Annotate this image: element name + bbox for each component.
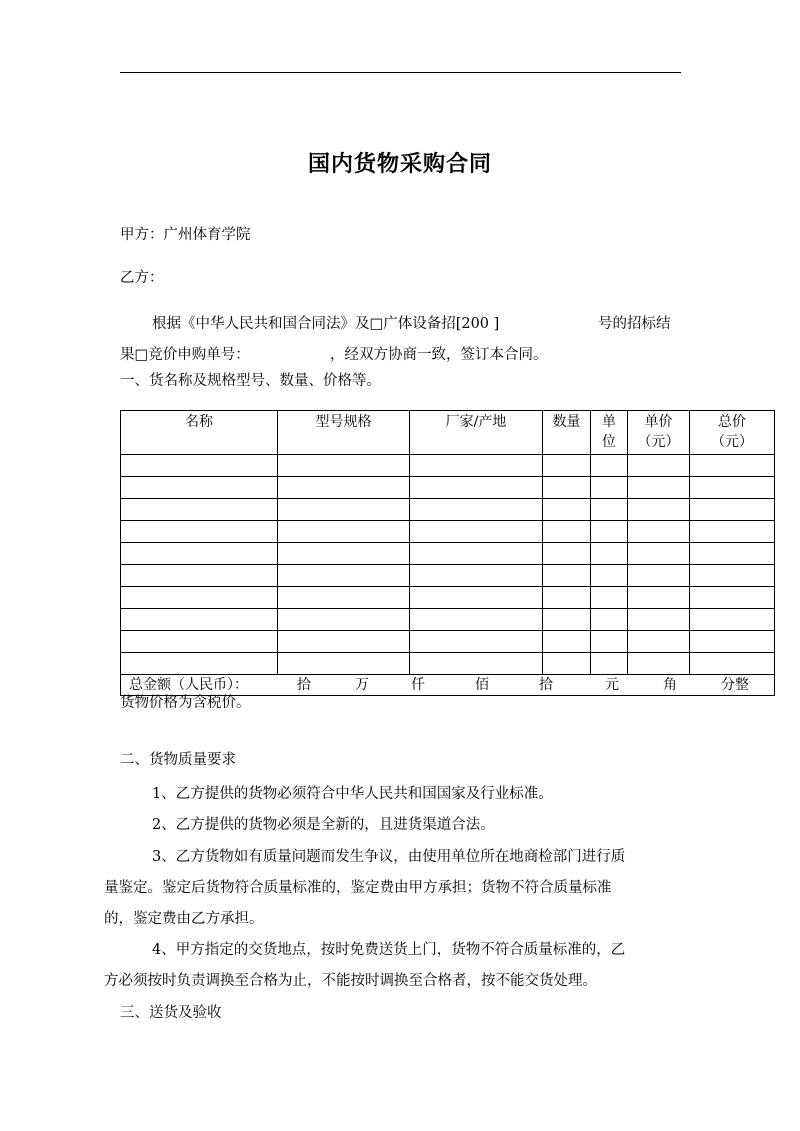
intro-line2-b: ，经双方协商一致，签订本合同。 — [330, 347, 548, 363]
table-cell — [690, 521, 775, 543]
table-cell — [543, 477, 591, 499]
total-jiao: 角 — [663, 677, 677, 693]
party-a: 甲方：广州体育学院 — [120, 227, 251, 243]
table-cell — [628, 499, 690, 521]
table-cell — [121, 455, 278, 477]
table-cell — [121, 653, 278, 675]
total-label: 总金额（人民币）： — [129, 677, 248, 693]
table-row — [121, 609, 775, 631]
col-header-maker: 厂家/产地 — [410, 411, 543, 455]
table-cell — [278, 609, 410, 631]
col-header-qty: 数量 — [543, 411, 591, 455]
section1-heading: 一、货名称及规格型号、数量、价格等。 — [120, 373, 381, 389]
quality-item-1: 1、乙方提供的货物必须符合中华人民共和国国家及行业标准。 — [152, 786, 553, 802]
table-row — [121, 499, 775, 521]
table-cell — [410, 631, 543, 653]
table-row — [121, 521, 775, 543]
table-cell — [121, 631, 278, 653]
table-cell — [543, 587, 591, 609]
table-cell — [543, 609, 591, 631]
table-cell — [121, 609, 278, 631]
col-header-unit — [591, 411, 628, 455]
quality-item-3-line3: 的，鉴定费由乙方承担。 — [104, 911, 264, 927]
table-cell — [278, 521, 410, 543]
table-cell — [690, 653, 775, 675]
table-cell — [628, 631, 690, 653]
table-cell — [628, 587, 690, 609]
table-cell — [121, 499, 278, 521]
table-cell — [628, 477, 690, 499]
col-header-name: 名称 — [121, 411, 278, 455]
total-bai: 佰 — [475, 677, 489, 693]
table-cell — [690, 587, 775, 609]
table-cell — [591, 455, 628, 477]
header-rule — [120, 72, 681, 73]
table-cell — [628, 521, 690, 543]
total-yuan: 元 — [605, 677, 619, 693]
total-qian: 仟 — [411, 677, 425, 693]
table-cell — [278, 587, 410, 609]
table-cell — [690, 631, 775, 653]
table-cell — [591, 631, 628, 653]
table-cell — [410, 477, 543, 499]
intro-line1-a: 根据《中华人民共和国合同法》及□广体设备招[200 ] — [152, 316, 500, 332]
table-cell — [543, 499, 591, 521]
table-cell — [690, 499, 775, 521]
total-wan: 万 — [355, 677, 369, 693]
col-header-unit-line1: 单 — [602, 414, 616, 430]
table-cell — [591, 653, 628, 675]
table-row — [121, 631, 775, 653]
table-row — [121, 587, 775, 609]
table-cell — [410, 499, 543, 521]
table-cell — [410, 653, 543, 675]
table-row — [121, 455, 775, 477]
col-header-total — [690, 411, 775, 455]
goods-table — [120, 410, 775, 696]
table-row — [121, 477, 775, 499]
table-cell — [591, 543, 628, 565]
table-cell — [543, 653, 591, 675]
table-cell — [278, 455, 410, 477]
party-b: 乙方： — [120, 270, 164, 286]
col-header-unit-line2: 位 — [602, 434, 616, 450]
intro-line2-a: 果□竞价申购单号： — [120, 347, 250, 363]
table-cell — [543, 455, 591, 477]
col-header-total-line2: （元） — [711, 434, 753, 450]
section3-heading: 三、送货及验收 — [120, 1005, 222, 1021]
table-cell — [121, 565, 278, 587]
table-cell — [543, 565, 591, 587]
intro-line1-b: 号的招标结 — [598, 316, 671, 332]
table-cell — [690, 565, 775, 587]
table-cell — [591, 609, 628, 631]
table-cell — [121, 477, 278, 499]
table-cell — [410, 587, 543, 609]
quality-item-4-line2: 方必须按时负责调换至合格为止，不能按时调换至合格者，按不能交货处理。 — [104, 973, 597, 989]
table-cell — [690, 477, 775, 499]
col-header-price-line2: （元） — [637, 434, 680, 450]
table-row — [121, 543, 775, 565]
table-cell — [278, 653, 410, 675]
total-shi: 拾 — [539, 677, 553, 693]
table-cell — [591, 521, 628, 543]
tax-note: 货物价格为含税价。 — [120, 695, 251, 711]
table-cell — [278, 499, 410, 521]
table-cell — [410, 521, 543, 543]
table-cell — [591, 499, 628, 521]
contract-title: 国内货物采购合同 — [307, 152, 492, 177]
table-cell — [121, 587, 278, 609]
col-header-model: 型号规格 — [278, 411, 410, 455]
col-header-total-line1: 总价 — [718, 414, 746, 430]
table-cell — [591, 477, 628, 499]
col-header-price — [628, 411, 690, 455]
table-cell — [628, 609, 690, 631]
table-cell — [410, 609, 543, 631]
table-cell — [278, 477, 410, 499]
quality-item-3-line2: 量鉴定。鉴定后货物符合质量标准的，鉴定费由甲方承担；货物不符合质量标准 — [104, 880, 612, 896]
table-cell — [628, 455, 690, 477]
table-cell — [121, 543, 278, 565]
table-cell — [690, 543, 775, 565]
total-shi-wan: 拾 — [297, 677, 311, 693]
table-cell — [410, 455, 543, 477]
total-fen: 分整 — [721, 677, 749, 693]
table-cell — [690, 609, 775, 631]
table-cell — [543, 631, 591, 653]
table-cell — [591, 587, 628, 609]
table-cell — [410, 565, 543, 587]
table-cell — [543, 521, 591, 543]
table-cell — [278, 543, 410, 565]
quality-item-3-line1: 3、乙方货物如有质量问题而发生争议，由使用单位所在地商检部门进行质 — [152, 849, 626, 865]
table-header-row — [121, 411, 775, 455]
table-cell — [410, 543, 543, 565]
table-row — [121, 653, 775, 675]
table-cell — [591, 565, 628, 587]
table-cell — [121, 521, 278, 543]
table-row — [121, 565, 775, 587]
col-header-price-line1: 单价 — [644, 414, 673, 430]
quality-item-2: 2、乙方提供的货物必须是全新的，且进货渠道合法。 — [152, 817, 495, 833]
quality-item-4-line1: 4、甲方指定的交货地点，按时免费送货上门，货物不符合质量标准的，乙 — [152, 942, 626, 958]
section2-heading: 二、货物质量要求 — [120, 752, 236, 768]
table-cell — [278, 631, 410, 653]
table-cell — [628, 543, 690, 565]
table-cell — [543, 543, 591, 565]
table-cell — [690, 455, 775, 477]
table-cell — [628, 653, 690, 675]
table-cell — [278, 565, 410, 587]
table-cell — [628, 565, 690, 587]
